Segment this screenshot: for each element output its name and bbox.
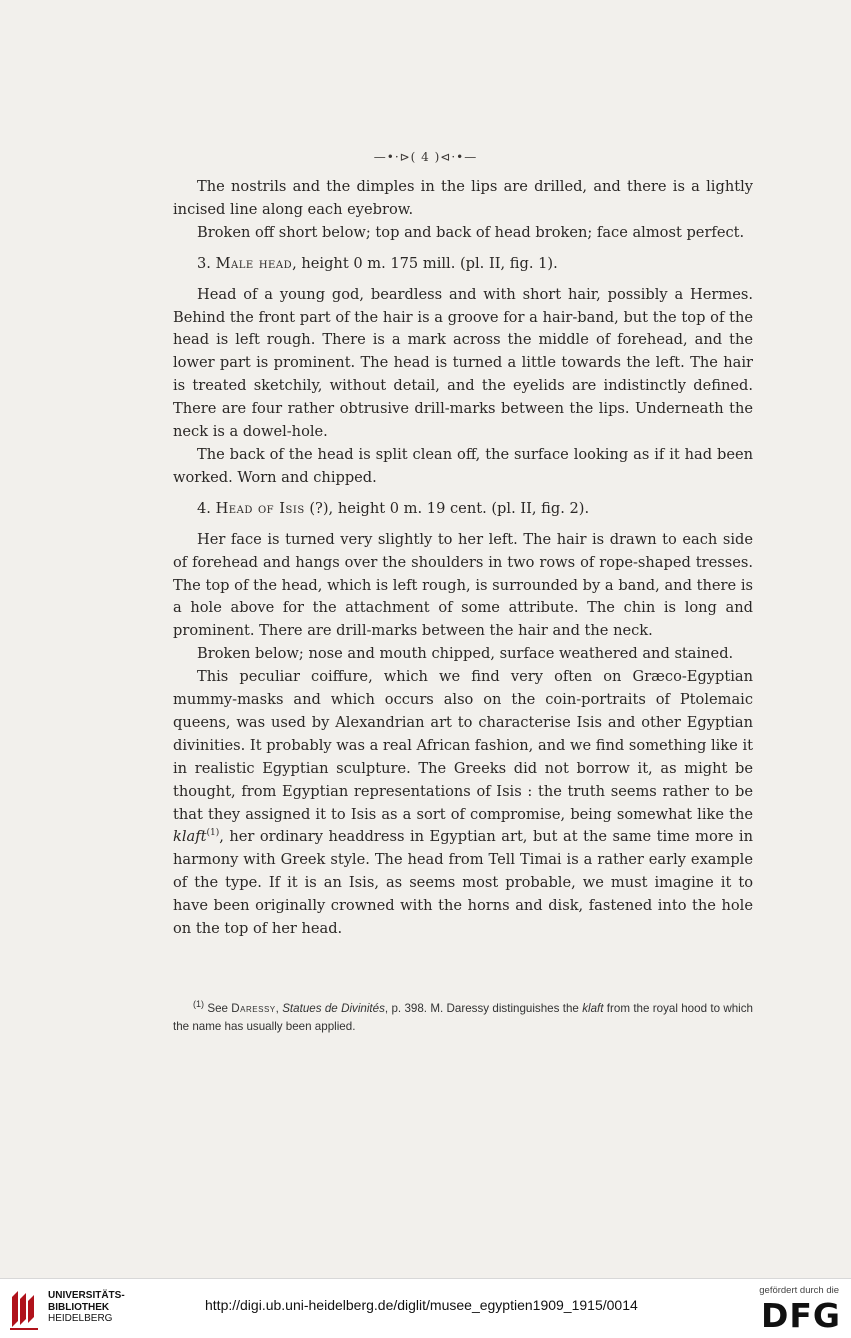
footnote [173,1000,753,1036]
footnote-work: Statues de Divinités [282,1002,385,1015]
footnote-text: , [275,1002,283,1015]
paragraph-7-part-a: This peculiar coiffure, which we find very often on Græco-Egyptian mummy-masks and which occurs also on the coin-portraits of Ptolemaic queens, was used by Alexandrian art to characterise Isis and other Egyptian divinities. It probably was a real African fashion, and we find something like it in realistic Egyptian sculpture. The Greeks did not borrow it, as might be thought, from Egyptian representations of Isis : the truth seems rather to be that they assigned it to Isis as a sort of compromise, being somewhat like the [173,668,753,823]
paragraph-3: Head of a young god, beardless and with short hair, possibly a Hermes. Behind the front part of the hair is a groove for a hair-band, but the top of the head is left rough. There is a mark across the middle of forehead, and the lower part is prominent. The head is turned a little towards the left. The hair is treated sketchily, without detail, and the eyelids are indistinctly defined. There are four rather obtrusive drill-marks between the lips. Underneath the neck is a dowel-hole. [173,285,753,441]
footnote-ref: (1) [206,828,220,839]
footnote-word: klaft [582,1002,604,1015]
body-text [173,176,753,941]
entry-heading-4 [173,498,753,521]
entry-details: (?), height 0 m. 19 cent. (pl. II, fig. 2). [304,499,590,517]
permalink-url[interactable]: http://digi.ub.uni-heidelberg.de/diglit/musee_egyptien1909_1915/0014 [205,1297,638,1313]
dfg-logo: DFG [760,1296,841,1335]
footer-bar [0,1278,851,1338]
paragraph-7-part-b: , her ordinary headdress in Egyptian art, but at the same time more in harmony with Greek style. The head from Tell Timai is a rather early example of the type. If it is an Isis, as seems most probable, we must imagine it to have been originally crowned with the horns and disk, fastened into the hole on the top of her head. [173,828,753,938]
footnote-text: from the royal hood to which the name has usually been applied. [173,1002,753,1033]
paragraph-6: Broken below; nose and mouth chipped, surface weathered and stained. [197,645,734,663]
paragraph-5: Her face is turned very slightly to her left. The hair is drawn to each side of forehead and hangs over the shoulders in two rows of rope-shaped tresses. The top of the head, which is left rough, is surrounded by a band, and there is a hole above for the attachment of some attribute. The chin is long and prominent. There are drill-marks between the hair and the neck. [173,530,753,640]
footnote-text: See [204,1002,232,1015]
footnote-text: , p. 398. M. Daressy distinguishes the [384,1002,583,1015]
university-library-logo-icon [8,1287,44,1331]
institution-line: BIBLIOTHEK [48,1301,110,1313]
footnote-author: Daressy [231,1002,276,1015]
paragraph-7 [173,666,753,941]
institution-line: UNIVERSITÄTS- [48,1290,125,1301]
paragraph-2: Broken off short below; top and back of head broken; face almost perfect. [197,223,745,241]
page-number: —•·⊳( 4 )⊲·•— [373,150,478,164]
term-klaft: klaft [173,828,207,846]
entry-number: 3. [197,254,211,272]
funding-note: gefördert durch die [759,1285,839,1296]
entry-heading-3 [173,253,753,276]
entry-number: 4. [197,499,211,517]
entry-title: Head of Isis [215,499,305,517]
paragraph-1: The nostrils and the dimples in the lips are drilled, and there is a lightly incised line along each eyebrow. [173,178,753,218]
institution-name [48,1290,125,1325]
paragraph-4: The back of the head is split clean off, the surface looking as if it had been worked. Worn and chipped. [173,445,753,486]
entry-details: , height 0 m. 175 mill. (pl. II, fig. 1). [292,254,558,272]
entry-title: Male head [215,254,293,272]
footnote-mark: (1) [193,999,204,1010]
institution-line: HEIDELBERG [48,1313,113,1324]
